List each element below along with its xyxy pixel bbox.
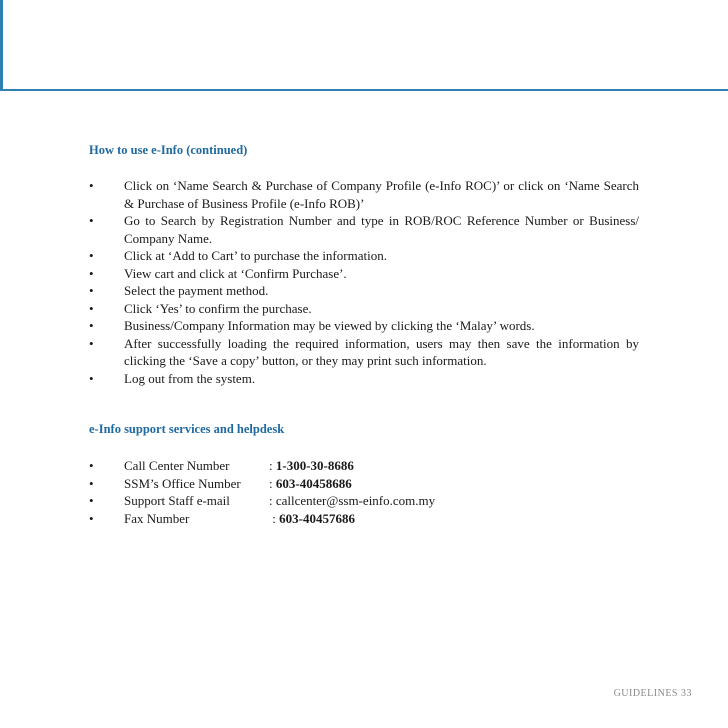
support-label: Call Center Number <box>124 458 230 473</box>
bullet-icon: • <box>89 510 94 526</box>
support-label: Fax Number <box>124 510 190 526</box>
bullet-icon: • <box>89 248 94 263</box>
bullet-icon: • <box>89 335 94 351</box>
list-item: • Select the payment method. <box>89 283 269 298</box>
how-to-use-list <box>89 177 639 387</box>
list-item: • Click at ‘Add to Cart’ to purchase the information. <box>89 248 387 263</box>
bullet-icon: • <box>89 318 94 333</box>
support-item-email: • Support Staff e-mail : callcenter@ssm-einfo.com.my <box>89 493 436 508</box>
list-item: • Log out from the system. <box>89 370 256 386</box>
list-item: • Business/Company Information may be viewed by clicking the ‘Malay’ words. <box>89 318 535 333</box>
support-value: 1-300-30-8686 <box>275 458 354 473</box>
bullet-icon: • <box>89 458 94 473</box>
header-rule <box>0 89 728 91</box>
bullet-icon: • <box>89 265 94 281</box>
bullet-icon: • <box>89 213 94 228</box>
bullet-icon: • <box>89 493 94 508</box>
support-value: callcenter@ssm-einfo.com.my <box>275 493 436 508</box>
list-item: • After successfully loading the required information, users may then save the information by clicking the ‘Save a copy’ button, or they may print such information. <box>89 335 639 368</box>
list-item: • Click on ‘Name Search & Purchase of Company Profile (e-Info ROC)’ or click on ‘Name Search & Purchase of Business Profile (e-Info ROB)’ <box>89 178 639 211</box>
bullet-icon: • <box>89 178 94 193</box>
list-item: • Go to Search by Registration Number and type in ROB/ROC Reference Number or Business/ Company Name. <box>89 213 639 246</box>
list-item: • Click ‘Yes’ to confirm the purchase. <box>89 300 312 316</box>
list-item: • View cart and click at ‘Confirm Purchase’. <box>89 265 347 281</box>
support-item-office: • SSM’s Office Number : 603-40458686 <box>89 475 352 491</box>
support-item-fax: • Fax Number : 603-40457686 <box>89 510 355 526</box>
support-item-call-center: • Call Center Number : 1-300-30-8686 <box>89 458 354 473</box>
support-value: 603-40458686 <box>275 475 352 491</box>
bullet-icon: • <box>89 283 94 298</box>
support-value: 603-40457686 <box>279 510 355 526</box>
support-list <box>89 457 639 527</box>
left-accent-bar <box>0 0 3 89</box>
support-label: SSM’s Office Number <box>124 475 241 491</box>
page-footer: GUIDELINES 33 <box>613 688 692 699</box>
bullet-icon: • <box>89 475 94 491</box>
bullet-icon: • <box>89 300 94 316</box>
section-heading-how-to-use: How to use e-Info (continued) <box>89 143 248 157</box>
support-label: Support Staff e-mail <box>124 493 230 508</box>
section-heading-support: e-Info support services and helpdesk <box>89 422 285 436</box>
bullet-icon: • <box>89 370 94 386</box>
